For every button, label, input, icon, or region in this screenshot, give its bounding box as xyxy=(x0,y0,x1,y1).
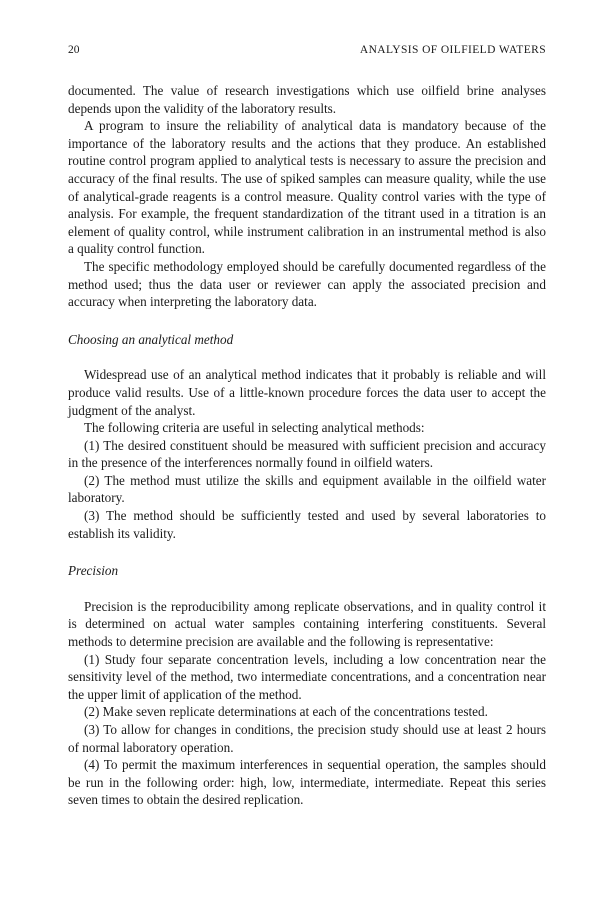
running-head: ANALYSIS OF OILFIELD WATERS xyxy=(359,44,546,56)
precision-item-2: (2) Make seven replicate determinations at each of the concentrations tested. xyxy=(84,704,488,720)
precision-item-1: (1) Study four separate concentration levels, including a low concentration near the sensitivity level of the method, two intermediate concentrations, and a concentration near the upper limit of application of the method. xyxy=(68,651,546,702)
criteria-item-1: (1) The desired constituent should be measured with sufficient precision and accuracy in the presence of the interferences normally found in oilfield waters. xyxy=(68,437,546,471)
page-header xyxy=(68,44,546,58)
precision-paragraph-1: Precision is the reproducibility among replicate observations, and in quality control it is determined on actual water samples containing interfering constituents. Several methods to determine precision are available and the following is representative: xyxy=(68,598,546,650)
choosing-paragraph-2: The following criteria are useful in selecting analytical methods: xyxy=(84,420,425,436)
choosing-paragraph-1: Widespread use of an analytical method indicates that it probably is reliable and will produce valid results. Use of a little-known procedure forces the data user to accept the judgment of the analyst. xyxy=(68,367,546,418)
precision-item-3: (3) To allow for changes in conditions, the precision study should use at least 2 hours of normal laboratory operation. xyxy=(68,722,546,755)
criteria-item-3: (3) The method should be sufficiently tested and used by several laboratories to establish its validity. xyxy=(68,508,546,541)
intro-paragraph-1: documented. The value of research investigations which use oilfield brine analyses depends upon the validity of the laboratory results. xyxy=(68,83,546,116)
page-body xyxy=(68,82,546,809)
section-heading-precision: Precision xyxy=(68,563,119,579)
intro-paragraph-2: A program to insure the reliability of analytical data is mandatory because of the importance of the laboratory results and the actions that they produce. An established routine control program applied to analytical tests is necessary to assure the precision and accuracy of the final results. The use of spiked samples can measure quality, while the use of analytical-grade reagents is a control measure. Quality control varies with the type of analysis. For example, the frequent standardization of the titrant used in a titration is an element of quality control, while instrument calibration in an instrumental method is also a quality control function. xyxy=(68,118,546,257)
page-number: 20 xyxy=(68,44,80,56)
criteria-item-2: (2) The method must utilize the skills and equipment available in the oilfield water laboratory. xyxy=(68,472,546,506)
intro-paragraph-3: The specific methodology employed should be carefully documented regardless of the method used; thus the data user or reviewer can apply the associated precision and accuracy when interpreting the laboratory data. xyxy=(68,258,546,310)
section-heading-choosing: Choosing an analytical method xyxy=(68,331,234,347)
precision-item-4: (4) To permit the maximum interferences in sequential operation, the samples should be run in the following order: high, low, intermediate, intermediate. Repeat this series seven times to obtain the desired replication. xyxy=(68,757,546,808)
